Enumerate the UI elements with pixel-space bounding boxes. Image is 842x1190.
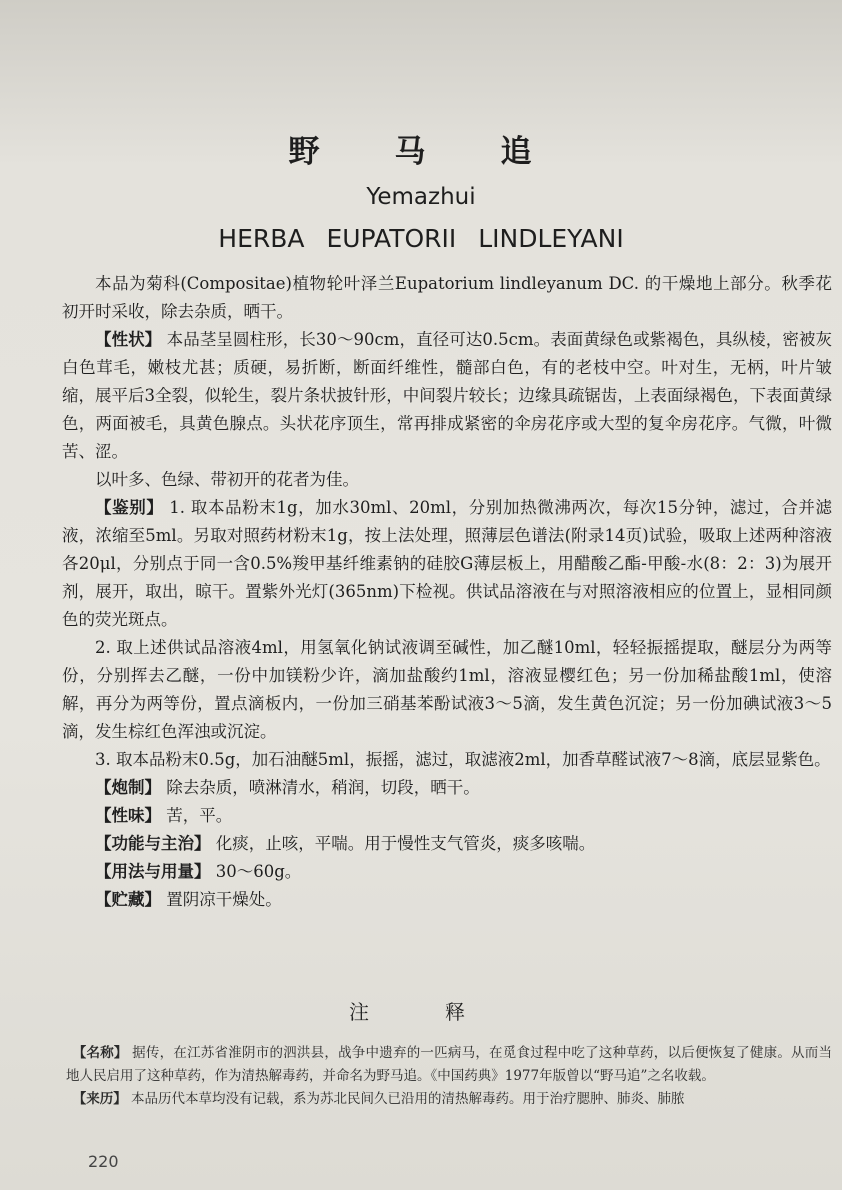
paragraph-dosage: 【用法与用量】 30～60g。: [95, 862, 302, 881]
notes-section: [66, 1042, 832, 1111]
title-pinyin: Yemazhui: [366, 184, 476, 210]
notes-heading: 注 释: [349, 1000, 493, 1024]
paragraph-quality: 以叶多、色绿、带初开的花者为佳。: [95, 470, 359, 489]
paragraph-processing: 【炮制】 除去杂质，喷淋清水，稍润，切段，晒干。: [95, 778, 480, 797]
paragraph-functions: 【功能与主治】 化痰，止咳，平喘。用于慢性支气管炎，痰多咳喘。: [95, 834, 596, 853]
title-chinese: 野 马 追: [288, 134, 554, 170]
page-number: 220: [88, 1152, 119, 1171]
paragraph-description: 【性状】 本品茎呈圆柱形，长30～90cm，直径可达0.5cm。表面黄绿色或紫褐色，具纵棱，密被灰白色茸毛，嫩枝尤甚；质硬，易折断，断面纤维性，髓部白色，有的老枝中空。叶对生，无柄，叶片皱缩，展平后3全裂，似轮生，裂片条状披针形，中间裂片较长；边缘具疏锯齿，上表面绿褐色，下表面黄绿色，两面被毛，具黄色腺点。头状花序顶生，常再排成紧密的伞房花序或大型的复伞房花序。气微，叶微苦、涩。: [62, 330, 832, 461]
paragraph-identification-2: 2. 取上述供试品溶液4ml，用氢氧化钠试液调至碱性，加乙醚10ml，轻轻振摇提取，醚层分为两等份，分别挥去乙醚，一份中加镁粉少许，滴加盐酸约1ml，溶液显樱红色；另一份加稀盐酸1ml，使溶解，再分为两等份，置点滴板内，一份加三硝基苯酚试液3～5滴，发生黄色沉淀；另一份加碘试液3～5滴，发生棕红色浑浊或沉淀。: [62, 638, 832, 741]
monograph-body: [62, 270, 832, 914]
paragraph-property: 【性味】 苦，平。: [95, 806, 233, 825]
paragraph-intro: 本品为菊科(Compositae)植物轮叶泽兰Eupatorium lindleyanum DC. 的干燥地上部分。秋季花初开时采收，除去杂质，晒干。: [62, 274, 832, 321]
paragraph-storage: 【贮藏】 置阴凉干燥处。: [95, 890, 282, 909]
note-name: 【名称】 据传，在江苏省淮阴市的泗洪县，战争中遗弃的一匹病马，在觅食过程中吃了这种草药，以后便恢复了健康。从而当地人民启用了这种草药，作为清热解毒药，并命名为野马追。《中国药典》1977年版曾以“野马追”之名收载。: [66, 1045, 832, 1084]
note-origin: 【来历】 本品历代本草均没有记载，系为苏北民间久已沿用的清热解毒药。用于治疗腮肿、肺炎、肺脓: [72, 1091, 685, 1107]
paragraph-identification-1: 【鉴别】 1. 取本品粉末1g，加水30ml、20ml，分别加热微沸两次，每次15分钟，滤过，合并滤液，浓缩至5ml。另取对照药材粉末1g，按上法处理，照薄层色谱法(附录14页)试验，吸取上述两种溶液各20μl，分别点于同一含0.5%羧甲基纤维素钠的硅胶G薄层板上，用醋酸乙酯-甲酸-水(8：2：3)为展开剂，展开，取出，晾干。置紫外光灯(365nm)下检视。供试品溶液在与对照溶液相应的位置上，显相同颜色的荧光斑点。: [62, 498, 832, 629]
paragraph-identification-3: 3. 取本品粉末0.5g，加石油醚5ml，振摇，滤过，取滤液2ml，加香草醛试液7～8滴，底层显紫色。: [95, 750, 831, 769]
title-latin: HERBA EUPATORII LINDLEYANI: [218, 224, 624, 253]
